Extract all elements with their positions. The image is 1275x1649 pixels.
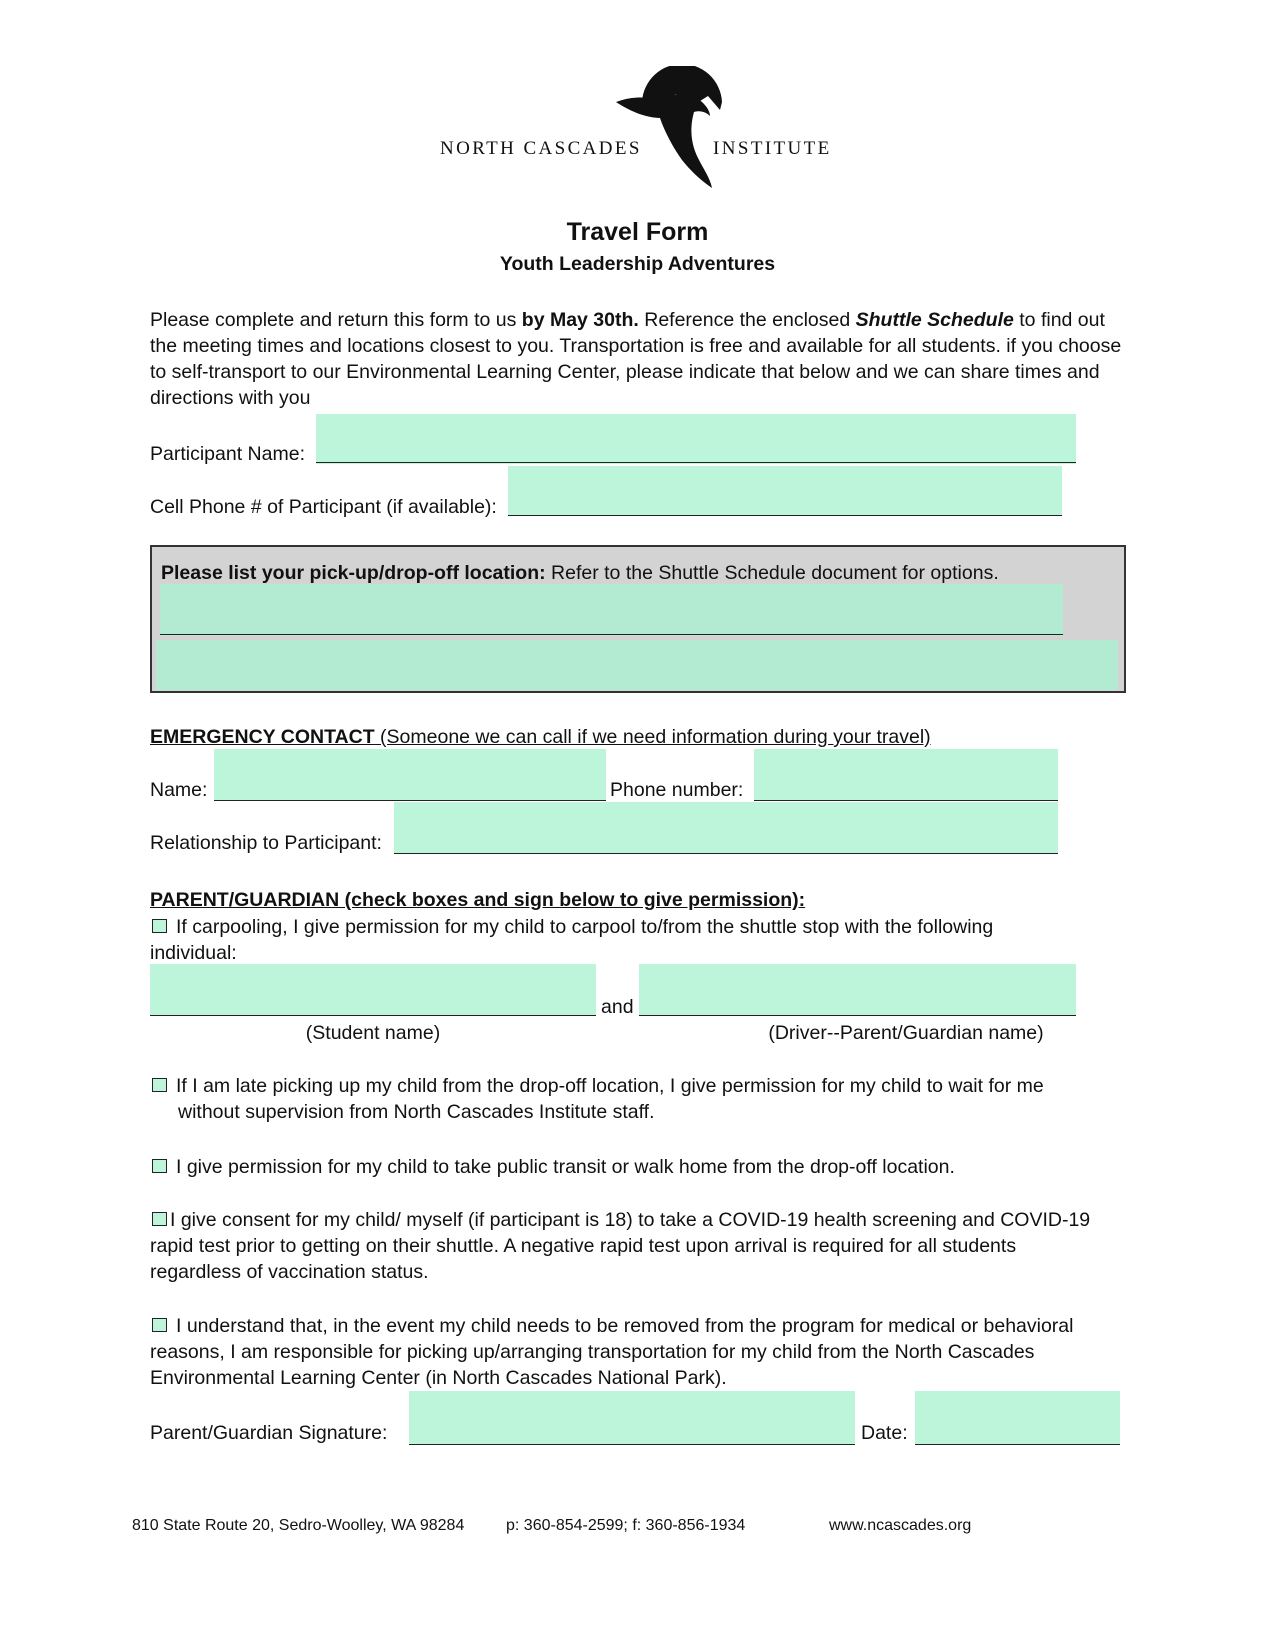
emergency-name-underline xyxy=(214,800,606,801)
removal-text-line1: I understand that, in the event my child needs to be removed from the program for medical or behavioral xyxy=(176,1315,1074,1337)
public-transit-checkbox[interactable] xyxy=(152,1159,167,1173)
pickup-location-field-2[interactable] xyxy=(156,640,1118,690)
guardian-heading: PARENT/GUARDIAN (check boxes and sign below to give permission): xyxy=(150,889,806,911)
public-transit-text: I give permission for my child to take public transit or walk home from the drop-off location. xyxy=(176,1156,955,1178)
emergency-phone-underline xyxy=(754,800,1058,801)
and-label: and xyxy=(601,996,634,1018)
relationship-field[interactable] xyxy=(394,802,1058,854)
signature-underline xyxy=(409,1444,855,1445)
logo-text-left: NORTH CASCADES xyxy=(440,138,642,159)
cell-phone-field[interactable] xyxy=(508,466,1062,516)
emergency-name-label: Name: xyxy=(150,779,208,801)
pickup-location-instruction: Please list your pick-up/drop-off location: Refer to the Shuttle Schedule document for options. xyxy=(161,562,999,584)
covid-consent-checkbox[interactable] xyxy=(152,1212,167,1226)
covid-consent-text-line3: regardless of vaccination status. xyxy=(150,1261,429,1283)
footer-website: www.ncascades.org xyxy=(829,1517,972,1534)
intro-paragraph: Please complete and return this form to us by May 30th. Reference the enclosed Shuttle Schedule to find out the meeting times and locations closest to you. Transportation is free and available for all students. if you choose to self-transport to our Environmental Learning Center, please indicate that below and we can share times and directions with you xyxy=(150,309,1122,409)
emergency-name-field[interactable] xyxy=(214,749,606,801)
late-pickup-text-line2: without supervision from North Cascades Institute staff. xyxy=(178,1101,655,1123)
emergency-phone-field[interactable] xyxy=(754,749,1058,801)
covid-consent-text-line1: I give consent for my child/ myself (if participant is 18) to take a COVID-19 health screening and COVID-19 xyxy=(170,1209,1091,1231)
carpool-text-line1: If carpooling, I give permission for my child to carpool to/from the shuttle stop with the following xyxy=(176,916,994,938)
carpool-checkbox[interactable] xyxy=(152,919,167,933)
relationship-underline xyxy=(394,853,1058,854)
logo-text-right: INSTITUTE xyxy=(713,138,832,159)
driver-name-underline xyxy=(639,1015,1076,1016)
removal-text-line2: reasons, I am responsible for picking up/arranging transportation for my child from the North Cascades xyxy=(150,1341,1035,1363)
participant-name-field[interactable] xyxy=(316,414,1076,464)
driver-name-field[interactable] xyxy=(639,964,1076,1016)
cell-phone-underline xyxy=(508,515,1062,516)
relationship-label: Relationship to Participant: xyxy=(150,832,382,854)
footer-address: 810 State Route 20, Sedro-Woolley, WA 98284 xyxy=(132,1517,465,1534)
removal-text-line3: Environmental Learning Center (in North Cascades National Park). xyxy=(150,1367,727,1389)
emergency-phone-label: Phone number: xyxy=(610,779,744,801)
page-title: Travel Form xyxy=(566,218,709,246)
participant-name-label: Participant Name: xyxy=(150,443,305,465)
footer-phone: p: 360-854-2599; f: 360-856-1934 xyxy=(506,1517,746,1534)
flying-bird-moon-logo-icon xyxy=(612,66,740,190)
signature-label: Parent/Guardian Signature: xyxy=(150,1422,388,1444)
date-underline xyxy=(915,1444,1120,1445)
late-pickup-checkbox[interactable] xyxy=(152,1078,167,1092)
signature-field[interactable] xyxy=(409,1391,855,1445)
covid-consent-text-line2: rapid test prior to getting on their shuttle. A negative rapid test upon arrival is required for all students xyxy=(150,1235,1017,1257)
student-name-caption: (Student name) xyxy=(305,1022,441,1044)
date-field[interactable] xyxy=(915,1391,1120,1445)
removal-checkbox[interactable] xyxy=(152,1318,167,1332)
participant-name-underline xyxy=(316,462,1076,463)
pickup-location-field-1[interactable] xyxy=(160,584,1063,636)
driver-name-caption: (Driver--Parent/Guardian name) xyxy=(768,1022,1044,1044)
pickup-location-underline xyxy=(160,634,1063,635)
date-label: Date: xyxy=(861,1422,908,1444)
student-name-field[interactable] xyxy=(150,964,596,1016)
student-name-underline xyxy=(150,1015,596,1016)
carpool-text-line2: individual: xyxy=(150,942,237,964)
page-subtitle: Youth Leadership Adventures xyxy=(499,253,776,275)
emergency-contact-heading: EMERGENCY CONTACT (Someone we can call if we need information during your travel) xyxy=(150,726,931,748)
late-pickup-text-line1: If I am late picking up my child from the drop-off location, I give permission for my child to wait for me xyxy=(176,1075,1044,1097)
cell-phone-label: Cell Phone # of Participant (if available): xyxy=(150,496,497,518)
